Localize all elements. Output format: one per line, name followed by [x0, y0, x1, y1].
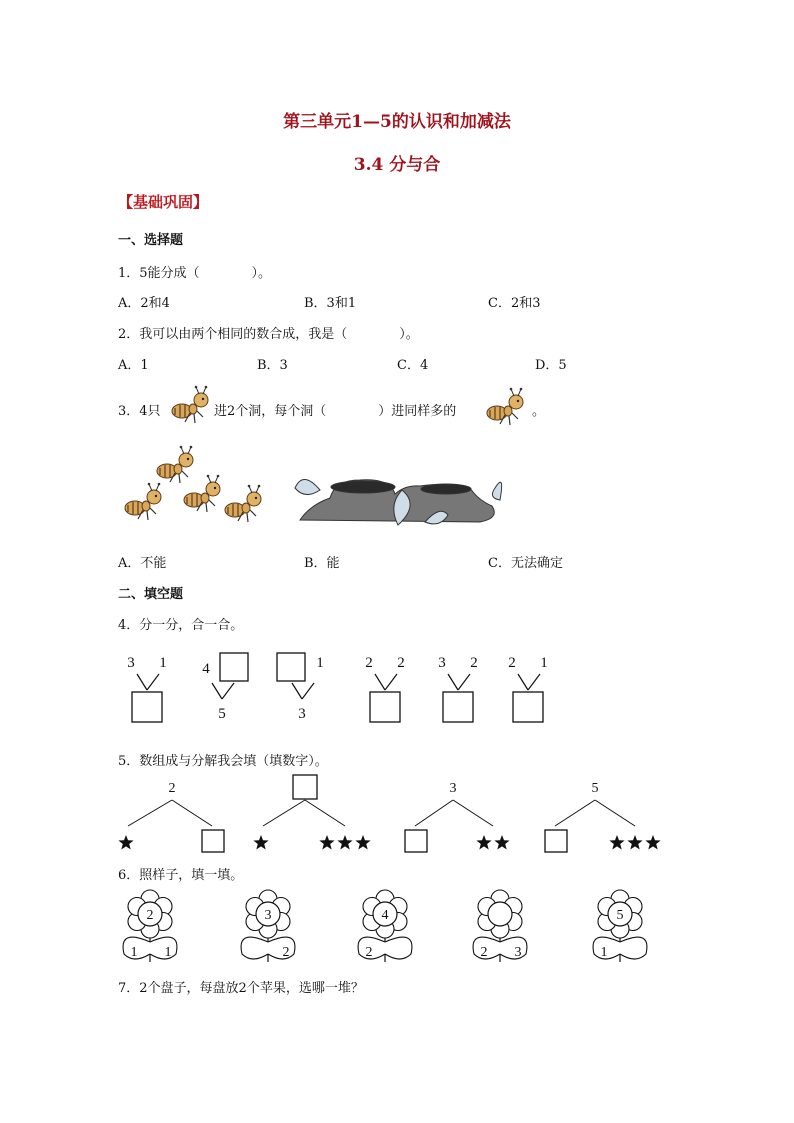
star-icon [253, 835, 268, 850]
star-icon [319, 835, 334, 850]
q4-answer-box [443, 692, 473, 722]
flower-right-number: 1 [164, 945, 172, 960]
q3-holes-illustration [295, 479, 502, 525]
q5-right-answer-box [202, 830, 224, 852]
q1-option-b: B．3和1 [304, 296, 357, 311]
q4-bond-right-number: 2 [397, 655, 405, 671]
q4-bond-bottom-number: 5 [218, 706, 226, 722]
flower-right-leaf [620, 937, 647, 959]
q4-bond-left-number: 2 [365, 655, 373, 671]
flower-icon [241, 890, 295, 962]
q5-branch-line [415, 800, 453, 826]
flower-left-number: 2 [480, 945, 488, 960]
q5-top-number: 5 [591, 781, 599, 796]
flower-icon [593, 890, 647, 962]
q4-answer-box [370, 692, 400, 722]
star-icon [627, 835, 642, 850]
q4-answer-box [277, 653, 305, 681]
flower-icon [123, 890, 177, 962]
q4-bond-line [212, 683, 222, 699]
q3-inline-ant-icon-1 [172, 386, 208, 423]
q3-option-c: C．无法确定 [488, 556, 563, 571]
q5-branch-line [172, 800, 212, 826]
q4-bond-line [222, 683, 234, 699]
q3-middle: 进2个洞，每个洞（ ）进同样多的 [214, 404, 457, 419]
q5-branch-line [595, 800, 635, 826]
q6-flowers [123, 890, 647, 962]
q4-bond-left-number: 3 [438, 655, 446, 671]
flower-right-number: 2 [282, 945, 290, 960]
flower-left-leaf [241, 937, 268, 959]
q5-left-answer-box [545, 830, 567, 852]
flower-left-number: 1 [600, 945, 608, 960]
q4-bond-line [448, 674, 458, 690]
flower-top-number: 3 [264, 908, 272, 923]
q4-bond-right-number: 1 [316, 655, 324, 671]
q1-option-c: C．2和3 [488, 296, 541, 311]
q5-branch-line [128, 800, 172, 826]
star-icon [337, 835, 352, 850]
q4-bond-left-number: 2 [508, 655, 516, 671]
q5-branch-line [305, 800, 345, 826]
q3-option-a: A．不能 [118, 556, 167, 571]
q5-top-number: 3 [449, 781, 457, 796]
q5-branch-line [453, 800, 493, 826]
flower-icon [358, 890, 412, 962]
star-icon [645, 835, 660, 850]
q3-inline-ant-icon-2 [487, 388, 523, 425]
q2-option-a: A．1 [118, 358, 149, 373]
flower-center [488, 902, 512, 926]
q4-answer-box [513, 692, 543, 722]
q2-text: 2．我可以由两个相同的数合成，我是（ ）。 [118, 327, 419, 342]
star-icon [355, 835, 370, 850]
q4-answer-box [132, 692, 162, 722]
q6-text: 6．照样子，填一填。 [118, 868, 244, 883]
flower-right-leaf [268, 937, 295, 959]
flower-top-number: 4 [381, 908, 389, 923]
flower-icon [473, 890, 527, 962]
flower-right-leaf [385, 937, 412, 959]
q4-bond-right-number: 1 [159, 655, 167, 671]
q7-text: 7．2个盘子，每盘放2个苹果，选哪一堆？ [118, 981, 364, 996]
q5-top-number: 2 [168, 781, 176, 796]
q4-text: 4．分一分，合一合。 [118, 618, 244, 633]
q3-suffix: 。 [532, 404, 546, 419]
q4-bond-line [147, 674, 159, 690]
flower-top-number: 5 [616, 908, 624, 923]
flower-left-number: 1 [130, 945, 138, 960]
q3-option-b: B．能 [304, 556, 340, 571]
q5-branch-line [555, 800, 595, 826]
flower-right-leaf [500, 937, 527, 959]
q4-bond-line [375, 674, 385, 690]
part2-heading: 二、填空题 [118, 587, 184, 602]
q5-top-answer-box [293, 775, 317, 799]
q5-branch-line [263, 800, 305, 826]
q4-bond-line [302, 683, 314, 699]
q4-bond-bottom-number: 3 [298, 706, 306, 722]
star-icon [494, 835, 509, 850]
section-tag: 【基础巩固】 [118, 193, 209, 211]
star-icon [476, 835, 491, 850]
q4-bond-line [385, 674, 397, 690]
part1-heading: 一、选择题 [118, 233, 184, 248]
q4-bond-line [137, 674, 147, 690]
q5-left-answer-box [405, 830, 427, 852]
q4-bond-left-number: 3 [127, 655, 135, 671]
q4-answer-box [220, 653, 248, 681]
q5-decomposition-trees [118, 775, 660, 852]
q4-bond-line [518, 674, 528, 690]
q4-bond-line [528, 674, 540, 690]
flower-right-number: 3 [514, 945, 522, 960]
flower-right-leaf [150, 937, 177, 959]
q4-bond-right-number: 2 [470, 655, 478, 671]
q3-ant-group-illustration [125, 446, 261, 522]
q1-text: 1．5能分成（ ）。 [118, 266, 272, 281]
flower-top-number: 2 [146, 908, 154, 923]
q4-bond-left-number: 4 [202, 661, 210, 677]
star-icon [609, 835, 624, 850]
q2-option-c: C．4 [397, 358, 429, 373]
q3-prefix: 3．4只 [118, 404, 161, 419]
flower-left-number: 2 [365, 945, 373, 960]
page-subtitle: 3.4 分与合 [353, 155, 441, 175]
q4-bond-right-number: 1 [540, 655, 548, 671]
q1-option-a: A．2和4 [118, 296, 170, 311]
q2-option-d: D．5 [535, 358, 567, 373]
q4-number-bonds [127, 653, 548, 722]
q4-bond-line [292, 683, 302, 699]
page-title: 第三单元1—5的认识和加减法 [283, 112, 511, 132]
q4-bond-line [458, 674, 470, 690]
q5-text: 5．数组成与分解我会填（填数字）。 [118, 754, 328, 769]
star-icon [118, 835, 133, 850]
q2-option-b: B．3 [257, 358, 288, 373]
